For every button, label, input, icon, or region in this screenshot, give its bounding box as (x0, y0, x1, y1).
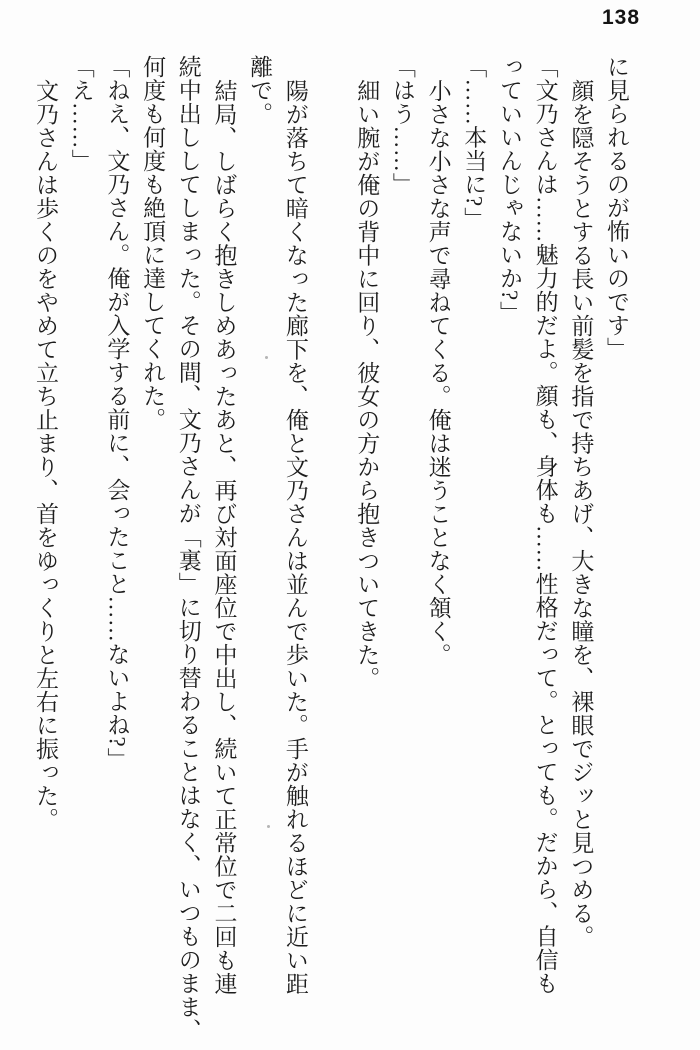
book-text-block (27, 55, 634, 1050)
scan-speck (267, 825, 270, 828)
text-column: 結局、しばらく抱きしめあったあと、再び対面座位で中出し、続いて正常位で二回も連 (211, 78, 237, 995)
text-column: 「え……」 (68, 55, 94, 173)
page-number: 138 (601, 6, 641, 29)
text-column: 顔を隠そうとする長い前髪を指で持ちあげ、大きな瞳を、裸眼でジッと見つめる。 (568, 78, 594, 948)
scan-speck (265, 356, 268, 359)
text-column: 「……本当に?」 (461, 55, 487, 231)
text-column: 陽が落ちて暗くなった廊下を、俺と文乃さんは並んで歩いた。手が触れるほどに近い距 (282, 78, 308, 995)
text-column: 文乃さんは歩くのをやめて立ち止まり、首をゆっくりと左右に振った。 (33, 78, 58, 831)
text-column: 「文乃さんは……魅力的だよ。顔も、身体も……性格だって。とっても。だから、自信も (532, 55, 558, 995)
paragraph-break-column (313, 55, 349, 1050)
text-column: 細い腕が俺の背中に回り、彼女の方から抱きついてきた。 (354, 78, 380, 690)
text-column: に見られるのが怖いのです」 (604, 55, 629, 361)
text-column: 「ねえ、文乃さん。俺が入学する前に、会ったこと……ないよね?」 (104, 55, 130, 771)
text-column: 離で。 (247, 55, 273, 126)
text-column: 「はう……」 (389, 55, 415, 196)
text-column: っていいんじゃないか?」 (496, 55, 522, 325)
text-column: 小さな小さな声で尋ねてくる。俺は迷うことなく頷く。 (425, 78, 451, 666)
text-column: 続中出ししてしまった。その間、文乃さんが「裏」に切り替わることはなく、いつものまま、 (175, 55, 201, 1042)
text-column: 何度も何度も絶頂に達してくれた。 (140, 55, 166, 431)
